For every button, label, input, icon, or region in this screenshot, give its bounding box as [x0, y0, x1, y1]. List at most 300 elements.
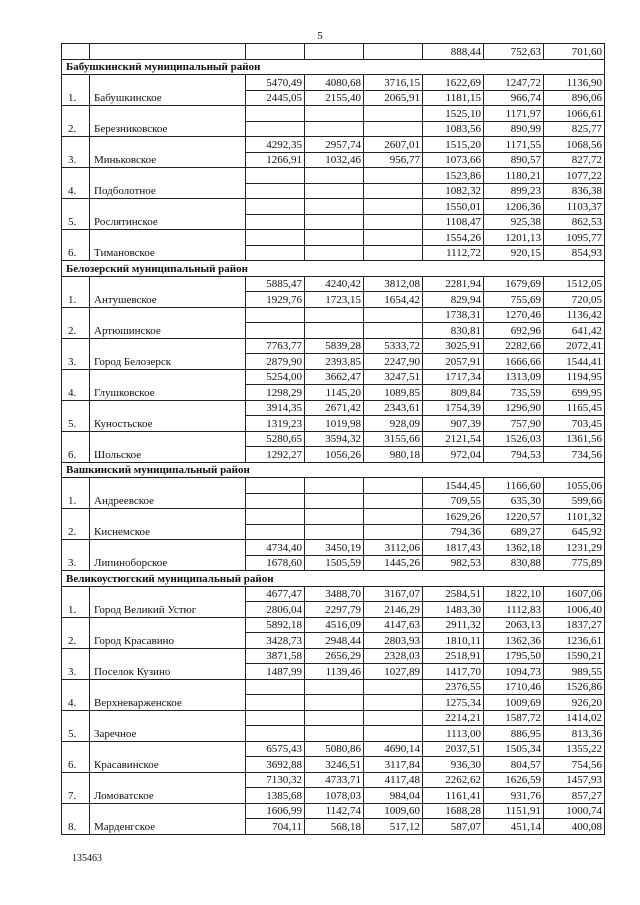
table-cell: 888,44	[423, 44, 484, 60]
value-cell: 4677,47	[246, 586, 305, 602]
settlement-name: Город Красавино	[90, 617, 246, 648]
value-cell: 1077,22	[544, 168, 605, 184]
table-row	[62, 617, 605, 633]
value-cell	[364, 199, 423, 215]
value-cell: 813,36	[544, 726, 605, 742]
value-cell: 830,81	[423, 323, 484, 339]
value-cell: 2247,90	[364, 354, 423, 370]
value-cell: 7763,77	[246, 338, 305, 354]
value-cell	[305, 509, 364, 525]
value-cell: 775,89	[544, 555, 605, 571]
value-cell: 1417,70	[423, 664, 484, 680]
settlement-name: Куностьское	[90, 400, 246, 431]
table-row	[62, 338, 605, 354]
value-cell: 568,18	[305, 819, 364, 835]
value-cell: 1723,15	[305, 292, 364, 308]
settlement-index: 6.	[62, 741, 90, 772]
settlement-name: Город Белозерск	[90, 338, 246, 369]
value-cell: 2262,62	[423, 772, 484, 788]
value-cell: 2911,32	[423, 617, 484, 633]
value-cell: 1313,09	[484, 369, 544, 385]
value-cell: 2518,91	[423, 648, 484, 664]
value-cell	[305, 695, 364, 711]
value-cell: 1206,36	[484, 199, 544, 215]
value-cell: 1554,26	[423, 230, 484, 246]
value-cell: 984,04	[364, 788, 423, 804]
value-cell: 1275,34	[423, 695, 484, 711]
table-row	[62, 137, 605, 153]
value-cell: 2957,74	[305, 137, 364, 153]
settlement-name: Бабушкинское	[90, 75, 246, 106]
value-cell: 692,96	[484, 323, 544, 339]
value-cell: 1523,86	[423, 168, 484, 184]
value-cell	[305, 230, 364, 246]
value-cell: 1066,61	[544, 106, 605, 122]
region-header-row	[62, 59, 605, 75]
value-cell	[364, 323, 423, 339]
value-cell	[364, 524, 423, 540]
value-cell: 3914,35	[246, 400, 305, 416]
value-cell: 1298,29	[246, 385, 305, 401]
settlement-name: Шольское	[90, 431, 246, 462]
value-cell: 1032,46	[305, 152, 364, 168]
value-cell: 1544,41	[544, 354, 605, 370]
table-row	[62, 772, 605, 788]
value-cell	[305, 478, 364, 494]
value-cell: 1078,03	[305, 788, 364, 804]
settlement-index: 8.	[62, 803, 90, 834]
value-cell: 1361,56	[544, 431, 605, 447]
value-cell: 1319,23	[246, 416, 305, 432]
value-cell: 1590,21	[544, 648, 605, 664]
value-cell	[246, 695, 305, 711]
table-row	[62, 400, 605, 416]
value-cell	[305, 121, 364, 137]
value-cell	[364, 230, 423, 246]
value-cell	[246, 230, 305, 246]
value-cell	[246, 168, 305, 184]
value-cell: 1266,91	[246, 152, 305, 168]
value-cell: 3871,58	[246, 648, 305, 664]
value-cell	[246, 509, 305, 525]
region-header-row	[62, 462, 605, 478]
value-cell: 5839,28	[305, 338, 364, 354]
value-cell: 1095,77	[544, 230, 605, 246]
value-cell: 1666,66	[484, 354, 544, 370]
table-row	[62, 168, 605, 184]
value-cell	[246, 726, 305, 742]
region-header-row	[62, 261, 605, 277]
table-row	[62, 230, 605, 246]
value-cell: 2607,01	[364, 137, 423, 153]
value-cell: 2037,51	[423, 741, 484, 757]
table-cell: 701,60	[544, 44, 605, 60]
settlement-index: 3.	[62, 648, 90, 679]
value-cell: 1679,69	[484, 276, 544, 292]
table-cell	[305, 44, 364, 60]
value-cell: 3812,08	[364, 276, 423, 292]
region-title: Вашкинский муниципальный район	[62, 462, 605, 478]
value-cell: 2297,79	[305, 602, 364, 618]
value-cell	[305, 199, 364, 215]
settlement-index: 2.	[62, 307, 90, 338]
value-cell: 928,09	[364, 416, 423, 432]
value-cell: 3692,88	[246, 757, 305, 773]
table-row	[62, 369, 605, 385]
value-cell: 2146,29	[364, 602, 423, 618]
value-cell	[305, 183, 364, 199]
value-cell	[246, 106, 305, 122]
settlement-name: Заречное	[90, 710, 246, 741]
value-cell: 1231,29	[544, 540, 605, 556]
value-cell: 1515,20	[423, 137, 484, 153]
value-cell: 2445,05	[246, 90, 305, 106]
value-cell: 5470,49	[246, 75, 305, 91]
value-cell: 4733,71	[305, 772, 364, 788]
value-cell: 1270,46	[484, 307, 544, 323]
value-cell: 2281,94	[423, 276, 484, 292]
value-cell: 1006,40	[544, 602, 605, 618]
value-cell: 2282,66	[484, 338, 544, 354]
value-cell: 3450,19	[305, 540, 364, 556]
value-cell: 827,72	[544, 152, 605, 168]
value-cell: 890,99	[484, 121, 544, 137]
value-cell: 1296,90	[484, 400, 544, 416]
value-cell: 1181,15	[423, 90, 484, 106]
settlement-name: Артюшинское	[90, 307, 246, 338]
value-cell: 1483,30	[423, 602, 484, 618]
value-cell: 400,08	[544, 819, 605, 835]
value-cell: 825,77	[544, 121, 605, 137]
value-cell: 3246,51	[305, 757, 364, 773]
value-cell: 886,95	[484, 726, 544, 742]
value-cell	[246, 307, 305, 323]
value-cell: 2063,13	[484, 617, 544, 633]
value-cell: 704,11	[246, 819, 305, 835]
page-number: 5	[317, 30, 323, 42]
value-cell	[364, 679, 423, 695]
value-cell	[305, 726, 364, 742]
value-cell: 5333,72	[364, 338, 423, 354]
settlement-name: Антушевское	[90, 276, 246, 307]
settlement-name: Красавинское	[90, 741, 246, 772]
value-cell: 1089,85	[364, 385, 423, 401]
value-cell: 4292,35	[246, 137, 305, 153]
table-cell	[364, 44, 423, 60]
value-cell: 966,74	[484, 90, 544, 106]
value-cell	[246, 199, 305, 215]
settlement-index: 5.	[62, 400, 90, 431]
value-cell	[364, 183, 423, 199]
table-cell	[62, 44, 90, 60]
value-cell: 1094,73	[484, 664, 544, 680]
value-cell: 699,95	[544, 385, 605, 401]
settlement-index: 1.	[62, 75, 90, 106]
settlement-index: 3.	[62, 338, 90, 369]
settlement-name: Березниковское	[90, 106, 246, 137]
value-cell: 1355,22	[544, 741, 605, 757]
value-cell: 2671,42	[305, 400, 364, 416]
settlement-index: 6.	[62, 431, 90, 462]
value-cell	[364, 106, 423, 122]
value-cell: 1362,36	[484, 633, 544, 649]
value-cell: 1505,34	[484, 741, 544, 757]
settlement-name: Миньковское	[90, 137, 246, 168]
value-cell: 862,53	[544, 214, 605, 230]
value-cell: 1220,57	[484, 509, 544, 525]
value-cell: 1606,99	[246, 803, 305, 819]
value-cell: 1544,45	[423, 478, 484, 494]
value-cell	[305, 524, 364, 540]
value-cell: 6575,43	[246, 741, 305, 757]
value-cell: 720,05	[544, 292, 605, 308]
value-cell: 1171,55	[484, 137, 544, 153]
value-cell: 1445,26	[364, 555, 423, 571]
value-cell	[305, 245, 364, 261]
value-cell: 1112,72	[423, 245, 484, 261]
value-cell: 1525,10	[423, 106, 484, 122]
value-cell	[364, 478, 423, 494]
value-cell: 1550,01	[423, 199, 484, 215]
value-cell: 2584,51	[423, 586, 484, 602]
value-cell: 2072,41	[544, 338, 605, 354]
value-cell: 982,53	[423, 555, 484, 571]
value-cell: 920,15	[484, 245, 544, 261]
value-cell: 907,39	[423, 416, 484, 432]
value-cell	[364, 245, 423, 261]
value-cell: 2343,61	[364, 400, 423, 416]
value-cell: 1112,83	[484, 602, 544, 618]
value-cell	[305, 323, 364, 339]
settlement-index: 4.	[62, 369, 90, 400]
value-cell: 1710,46	[484, 679, 544, 695]
value-cell: 2948,44	[305, 633, 364, 649]
value-cell: 1247,72	[484, 75, 544, 91]
value-cell: 1822,10	[484, 586, 544, 602]
value-cell: 4516,09	[305, 617, 364, 633]
tariff-table	[61, 43, 605, 835]
settlement-name: Липиноборское	[90, 540, 246, 571]
value-cell: 1027,89	[364, 664, 423, 680]
value-cell: 1108,47	[423, 214, 484, 230]
value-cell	[364, 710, 423, 726]
value-cell: 1165,45	[544, 400, 605, 416]
value-cell: 635,30	[484, 493, 544, 509]
value-cell: 1929,76	[246, 292, 305, 308]
settlement-name: Андреевское	[90, 478, 246, 509]
value-cell: 1136,90	[544, 75, 605, 91]
value-cell: 1414,02	[544, 710, 605, 726]
settlement-name: Поселок Кузино	[90, 648, 246, 679]
value-cell	[246, 478, 305, 494]
value-cell: 956,77	[364, 152, 423, 168]
value-cell: 709,55	[423, 493, 484, 509]
table-row	[62, 648, 605, 664]
value-cell	[246, 493, 305, 509]
value-cell: 925,38	[484, 214, 544, 230]
value-cell: 587,07	[423, 819, 484, 835]
value-cell	[364, 168, 423, 184]
value-cell: 1139,46	[305, 664, 364, 680]
table-row	[62, 540, 605, 556]
value-cell	[305, 710, 364, 726]
region-header-row	[62, 571, 605, 587]
value-cell: 3167,07	[364, 586, 423, 602]
settlement-name: Киснемское	[90, 509, 246, 540]
value-cell	[246, 524, 305, 540]
value-cell: 1629,26	[423, 509, 484, 525]
value-cell	[305, 106, 364, 122]
value-cell: 1194,95	[544, 369, 605, 385]
value-cell: 754,56	[544, 757, 605, 773]
value-cell: 4734,40	[246, 540, 305, 556]
region-title: Великоустюгский муниципальный район	[62, 571, 605, 587]
value-cell: 1626,59	[484, 772, 544, 788]
table-row	[62, 276, 605, 292]
value-cell: 1101,32	[544, 509, 605, 525]
value-cell	[246, 710, 305, 726]
table-row	[62, 75, 605, 91]
value-cell: 1009,60	[364, 803, 423, 819]
value-cell: 2803,93	[364, 633, 423, 649]
value-cell: 1817,43	[423, 540, 484, 556]
value-cell: 1622,69	[423, 75, 484, 91]
value-cell: 1688,28	[423, 803, 484, 819]
value-cell: 1654,42	[364, 292, 423, 308]
value-cell: 2214,21	[423, 710, 484, 726]
settlement-name: Рослятинское	[90, 199, 246, 230]
table-row	[62, 679, 605, 695]
value-cell: 1166,60	[484, 478, 544, 494]
value-cell	[364, 509, 423, 525]
table-cell: 752,63	[484, 44, 544, 60]
value-cell: 703,45	[544, 416, 605, 432]
value-cell: 972,04	[423, 447, 484, 463]
settlement-name: Подболотное	[90, 168, 246, 199]
value-cell: 1142,74	[305, 803, 364, 819]
value-cell: 1457,93	[544, 772, 605, 788]
settlement-index: 5.	[62, 199, 90, 230]
settlement-name: Тимановское	[90, 230, 246, 261]
settlement-name: Марденгское	[90, 803, 246, 834]
settlement-index: 3.	[62, 540, 90, 571]
value-cell: 857,27	[544, 788, 605, 804]
value-cell: 5892,18	[246, 617, 305, 633]
value-cell: 4080,68	[305, 75, 364, 91]
table-row	[62, 307, 605, 323]
value-cell: 899,23	[484, 183, 544, 199]
value-cell	[305, 214, 364, 230]
value-cell: 2121,54	[423, 431, 484, 447]
value-cell: 3117,84	[364, 757, 423, 773]
value-cell: 931,76	[484, 788, 544, 804]
settlement-index: 1.	[62, 276, 90, 307]
value-cell	[305, 168, 364, 184]
value-cell: 3488,70	[305, 586, 364, 602]
settlement-index: 3.	[62, 137, 90, 168]
value-cell: 755,69	[484, 292, 544, 308]
value-cell: 4690,14	[364, 741, 423, 757]
value-cell: 1161,41	[423, 788, 484, 804]
value-cell: 599,66	[544, 493, 605, 509]
value-cell: 1136,42	[544, 307, 605, 323]
settlement-index: 1.	[62, 478, 90, 509]
value-cell: 1180,21	[484, 168, 544, 184]
value-cell: 1795,50	[484, 648, 544, 664]
value-cell	[305, 679, 364, 695]
table-row	[62, 586, 605, 602]
value-cell: 645,92	[544, 524, 605, 540]
settlement-index: 6.	[62, 230, 90, 261]
value-cell: 1056,26	[305, 447, 364, 463]
table-row	[62, 199, 605, 215]
value-cell: 1385,68	[246, 788, 305, 804]
value-cell: 451,14	[484, 819, 544, 835]
settlement-name: Верхневарженское	[90, 679, 246, 710]
value-cell: 2656,29	[305, 648, 364, 664]
value-cell: 3247,51	[364, 369, 423, 385]
value-cell: 2065,91	[364, 90, 423, 106]
value-cell	[364, 493, 423, 509]
value-cell	[246, 679, 305, 695]
table-row	[62, 431, 605, 447]
table-row	[62, 710, 605, 726]
value-cell: 1717,34	[423, 369, 484, 385]
table-row	[62, 803, 605, 819]
value-cell: 1292,27	[246, 447, 305, 463]
value-cell: 1487,99	[246, 664, 305, 680]
value-cell: 3428,73	[246, 633, 305, 649]
value-cell: 1505,59	[305, 555, 364, 571]
value-cell: 794,36	[423, 524, 484, 540]
value-cell: 936,30	[423, 757, 484, 773]
value-cell	[364, 121, 423, 137]
settlement-index: 1.	[62, 586, 90, 617]
value-cell: 2806,04	[246, 602, 305, 618]
value-cell: 1738,31	[423, 307, 484, 323]
value-cell	[246, 214, 305, 230]
value-cell: 1236,61	[544, 633, 605, 649]
value-cell	[364, 726, 423, 742]
value-cell: 1073,66	[423, 152, 484, 168]
value-cell: 1587,72	[484, 710, 544, 726]
value-cell	[246, 121, 305, 137]
settlement-index: 2.	[62, 106, 90, 137]
value-cell	[364, 214, 423, 230]
value-cell: 1171,97	[484, 106, 544, 122]
value-cell: 1019,98	[305, 416, 364, 432]
value-cell: 854,93	[544, 245, 605, 261]
table-cell	[90, 44, 246, 60]
value-cell	[364, 695, 423, 711]
value-cell: 1000,74	[544, 803, 605, 819]
value-cell: 1145,20	[305, 385, 364, 401]
table-row	[62, 741, 605, 757]
value-cell: 2328,03	[364, 648, 423, 664]
value-cell: 1103,37	[544, 199, 605, 215]
table-row	[62, 509, 605, 525]
table-row	[62, 44, 605, 60]
value-cell: 1082,32	[423, 183, 484, 199]
settlement-index: 2.	[62, 509, 90, 540]
value-cell: 1810,11	[423, 633, 484, 649]
value-cell: 7130,32	[246, 772, 305, 788]
value-cell: 735,59	[484, 385, 544, 401]
value-cell: 3594,32	[305, 431, 364, 447]
value-cell: 1083,56	[423, 121, 484, 137]
value-cell: 4147,63	[364, 617, 423, 633]
settlement-index: 7.	[62, 772, 90, 803]
